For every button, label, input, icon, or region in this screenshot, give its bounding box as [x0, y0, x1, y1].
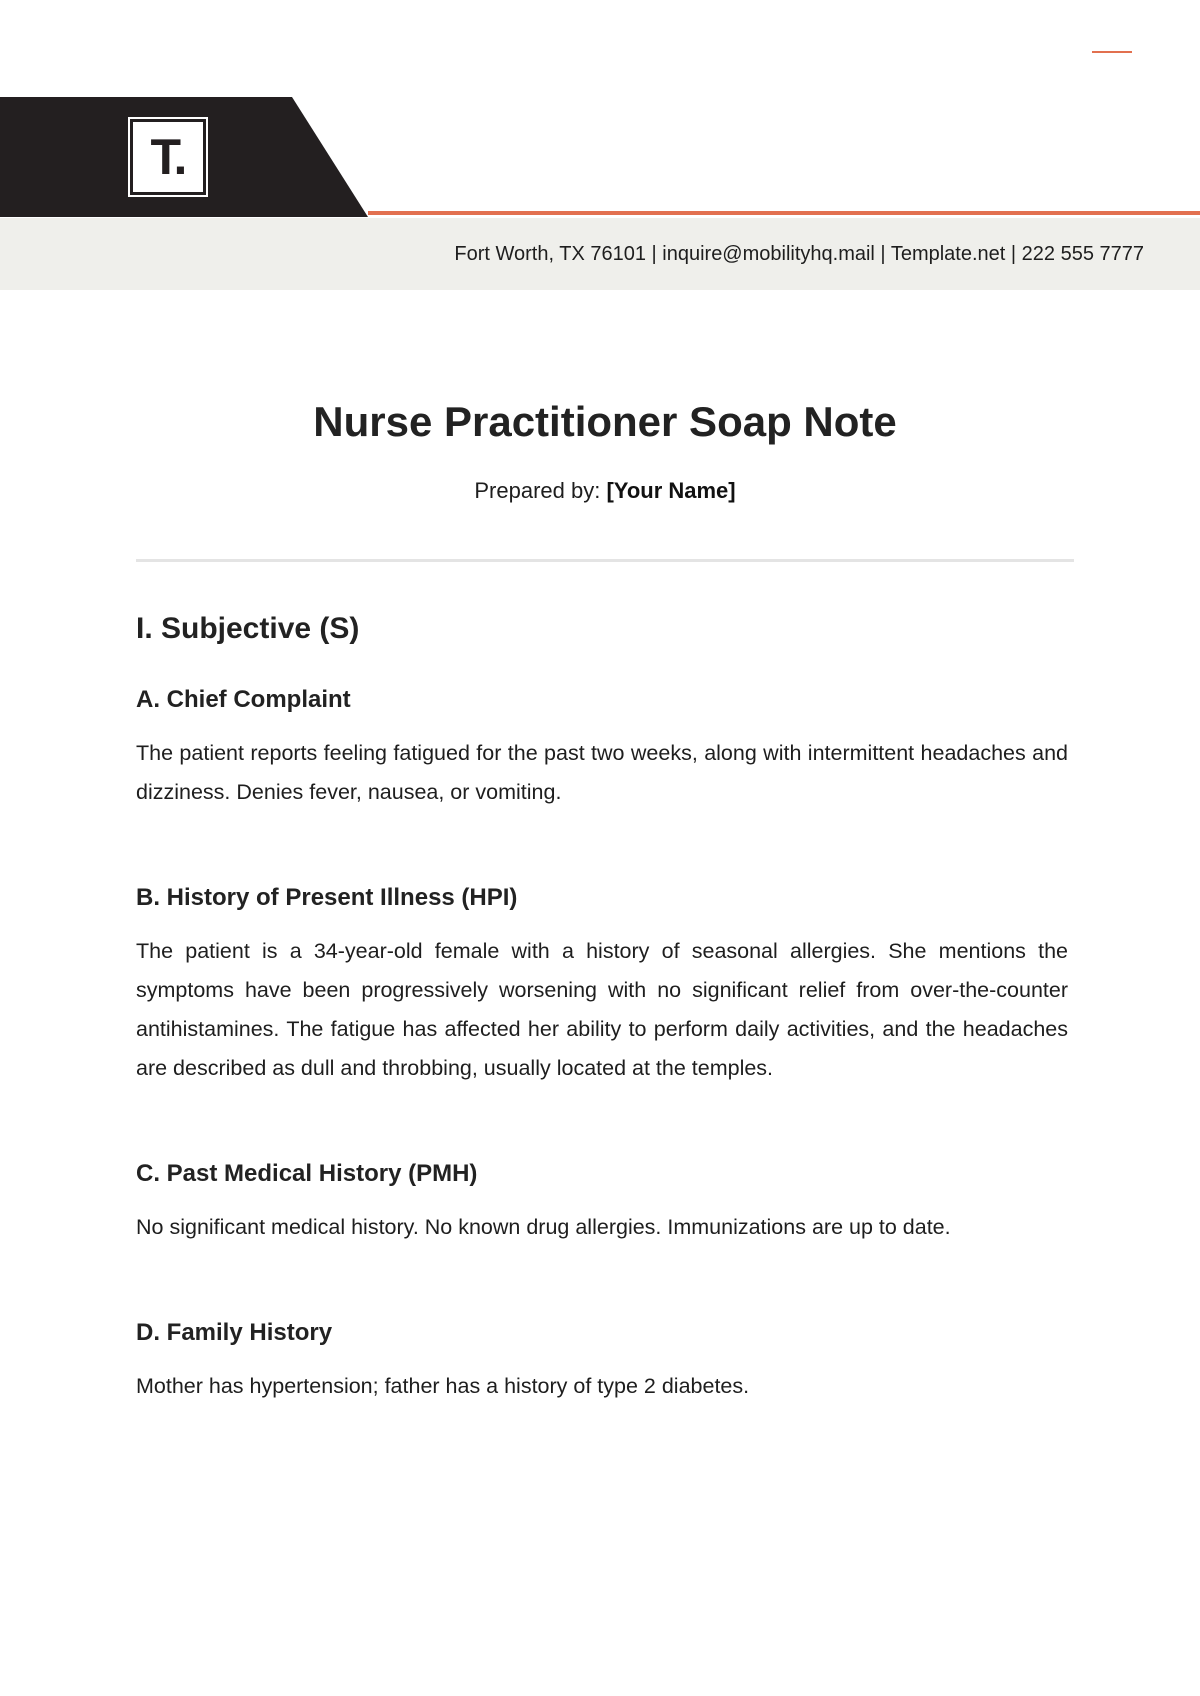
prepared-by — [0, 478, 1200, 504]
subsection-chief-complaint — [136, 686, 1068, 812]
section-title-subjective: I. Subjective (S) — [136, 612, 360, 645]
subsection-body: The patient reports feeling fatigued for the past two weeks, along with intermittent headaches and dizziness. Denies fever, nausea, or vomiting. — [136, 741, 1068, 804]
prepared-by-name: [Your Name] — [606, 478, 736, 503]
header-accent-line — [368, 211, 1200, 215]
title-divider — [136, 559, 1074, 562]
document-body — [136, 612, 1068, 1478]
logo-mark — [133, 122, 203, 192]
company-logo — [128, 117, 208, 197]
subsection-body: The patient is a 34-year-old female with a history of seasonal allergies. She mentions the symptoms have been progressively worsening with no significant relief from over-the-counter antihistamines. The fatigue has affected her ability to perform daily activities, and the headaches are described as dull and throbbing, usually located at the temples. — [136, 939, 1068, 1080]
contact-bar — [0, 218, 1200, 290]
subsection-pmh — [136, 1160, 1068, 1247]
prepared-by-label: Prepared by: — [474, 478, 601, 503]
subsection-heading: A. Chief Complaint — [136, 686, 351, 713]
top-accent-line — [1092, 51, 1132, 53]
subsection-body: Mother has hypertension; father has a history of type 2 diabetes. — [136, 1374, 750, 1398]
contact-info: Fort Worth, TX 76101 | inquire@mobilityhq.mail | Template.net | 222 555 7777 — [454, 242, 1144, 265]
subsection-heading: D. Family History — [136, 1319, 333, 1346]
document-title: Nurse Practitioner Soap Note — [313, 398, 897, 445]
logo-text: T. — [150, 129, 186, 185]
subsection-family-history — [136, 1319, 1068, 1406]
subsection-heading: C. Past Medical History (PMH) — [136, 1160, 478, 1187]
subsection-heading: B. History of Present Illness (HPI) — [136, 884, 518, 911]
subsection-hpi — [136, 884, 1068, 1088]
subsection-body: No significant medical history. No known drug allergies. Immunizations are up to date. — [136, 1215, 951, 1239]
